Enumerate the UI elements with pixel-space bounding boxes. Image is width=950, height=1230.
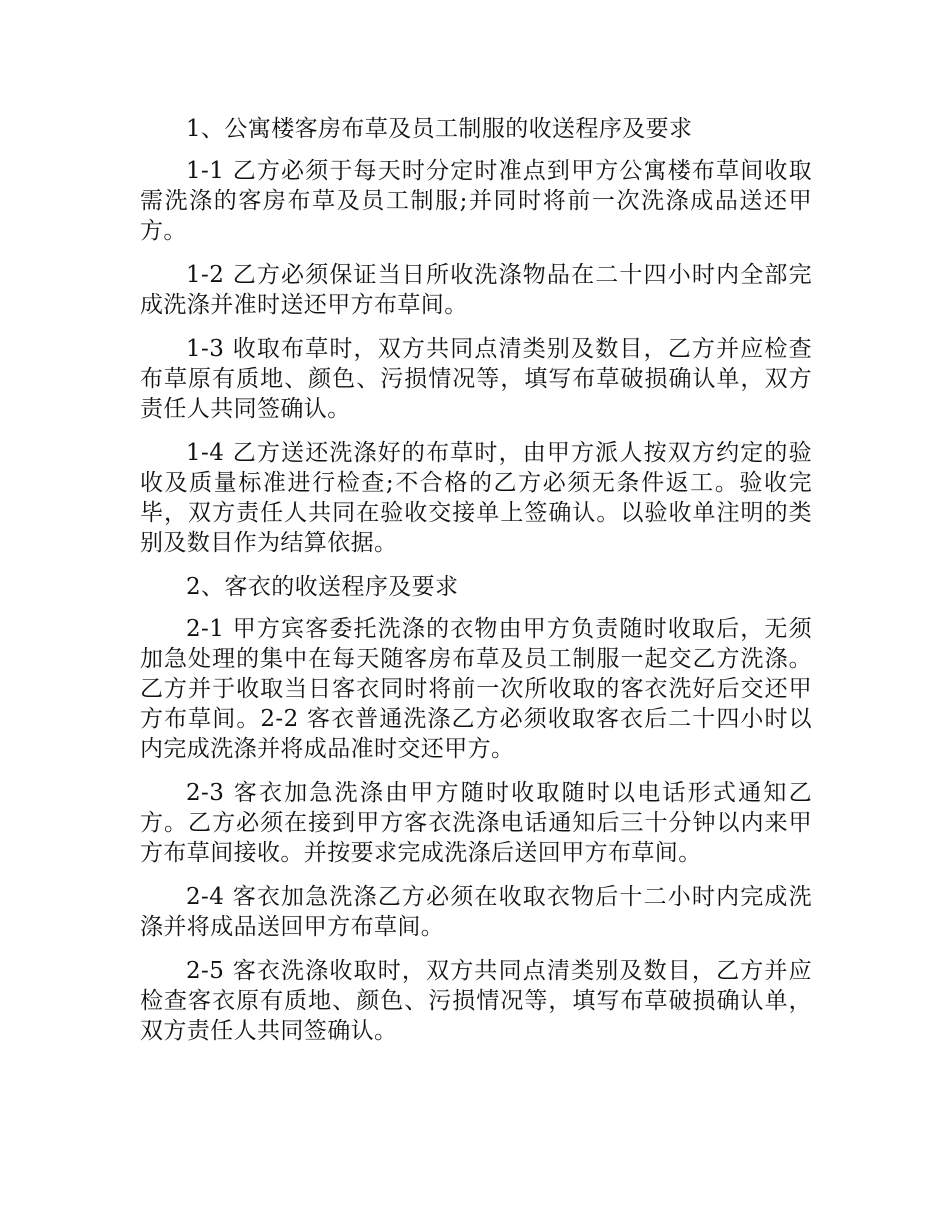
section-heading-1: 1、公寓楼客房布草及员工制服的收送程序及要求 [186, 116, 693, 142]
clause-2-1: 2-1 甲方宾客委托洗涤的衣物由甲方负责随时收取后，无须加急处理的集中在每天随客房布草及员工制服一起交乙方洗涤。乙方并于收取当日客衣同时将前一次所收取的客衣洗好后交还甲方布草间。2-2 客衣普通洗涤乙方必须收取客衣后二十四小时以内完成洗涤并将成品准时交还甲方。 [140, 616, 812, 762]
clause-2-4: 2-4 客衣加急洗涤乙方必须在收取衣物后十二小时内完成洗涤并将成品送回甲方布草间。 [140, 884, 812, 940]
clause-1-1: 1-1 乙方必须于每天时分定时准点到甲方公寓楼布草间收取需洗涤的客房布草及员工制服;并同时将前一次洗涤成品送还甲方。 [140, 158, 812, 244]
section-heading-2: 2、客衣的收送程序及要求 [186, 574, 459, 600]
clause-1-2: 1-2 乙方必须保证当日所收洗涤物品在二十四小时内全部完成洗涤并准时送还甲方布草间。 [140, 262, 812, 318]
clause-2-3: 2-3 客衣加急洗涤由甲方随时收取随时以电话形式通知乙方。乙方必须在接到甲方客衣洗涤电话通知后三十分钟以内来甲方布草间接收。并按要求完成洗涤后送回甲方布草间。 [140, 780, 812, 866]
clause-1-3: 1-3 收取布草时，双方共同点清类别及数目，乙方并应检查布草原有质地、颜色、污损情况等，填写布草破损确认单，双方责任人共同签确认。 [140, 336, 812, 422]
clause-1-4: 1-4 乙方送还洗涤好的布草时，由甲方派人按双方约定的验收及质量标准进行检查;不合格的乙方必须无条件返工。验收完毕，双方责任人共同在验收交接单上签确认。以验收单注明的类别及数目作为结算依据。 [140, 440, 812, 556]
clause-2-5: 2-5 客衣洗涤收取时，双方共同点清类别及数目，乙方并应检查客衣原有质地、颜色、污损情况等，填写布草破损确认单，双方责任人共同签确认。 [140, 958, 812, 1044]
document-page [140, 114, 812, 1060]
